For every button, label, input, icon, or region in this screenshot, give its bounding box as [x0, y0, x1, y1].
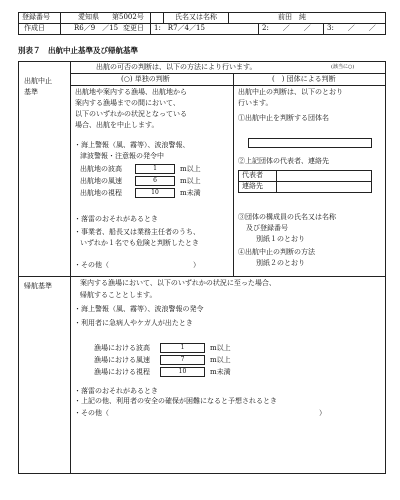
- left-bullet-warnings: ・海上警報（風、霧等）、波浪警報、: [74, 141, 190, 149]
- departure-visibility-unit: m未満: [180, 189, 201, 197]
- return-wind-label: 漁場における風速: [94, 356, 150, 364]
- method-attachment: 別紙２のとおり: [256, 259, 305, 267]
- left-para-line-1: 出航地や案内する漁場、出航地から: [75, 88, 187, 96]
- return-bullet-lightning: ・落雷のおそれがあるとき: [74, 387, 158, 395]
- departure-wind-unit: m以上: [180, 177, 201, 185]
- created-label: 作成日: [24, 24, 45, 32]
- return-para-line-1: 案内する漁場において、以下のいずれかの状況に至った場合、: [80, 279, 276, 287]
- return-visibility-unit: m未満: [210, 368, 231, 376]
- rep-label: 代表者: [242, 171, 263, 179]
- return-row-label: 帰航基準: [24, 282, 52, 290]
- departure-wave-value[interactable]: 1: [135, 164, 175, 174]
- group-judgment-header: ( ) 団体による判断: [272, 75, 336, 83]
- single-judgment-header: (○) 単独の判断: [121, 75, 170, 83]
- left-para-line-3: 以下のいずれかの状況となっている: [75, 110, 187, 118]
- left-para-line-4: 場合、出航を中止します。: [75, 121, 159, 129]
- name-value: 前田 純: [278, 13, 306, 21]
- departure-wave-label: 出航地の波高: [80, 165, 122, 173]
- return-wave-value[interactable]: 1: [160, 343, 205, 353]
- departure-wind-label: 出航地の風速: [80, 177, 122, 185]
- changed-label: 変更日: [123, 24, 144, 32]
- left-bullet-operator: ・事業者、船長又は業務主任者のうち、: [74, 228, 200, 236]
- members-prompt: ③団体の構成員の氏名又は名称: [238, 213, 336, 221]
- left-bullet-other: ・その他（ ）: [74, 261, 200, 269]
- change-date-3: 3: ／ ／: [327, 24, 376, 32]
- return-bullet-safety: ・上記の他、利用者の安全の確保が困難になると予想されるとき: [74, 397, 277, 405]
- contact-value-field[interactable]: [277, 182, 371, 192]
- reg-number-label: 登録番号: [22, 13, 50, 21]
- change-date-1: 1: R7／4／15: [154, 24, 205, 32]
- departure-wave-unit: m以上: [180, 165, 201, 173]
- table-title: 別表７ 出航中止基準及び帰航基準: [18, 46, 138, 55]
- group-name-prompt: ①出航中止を判断する団体名: [238, 114, 329, 122]
- left-bullet-lightning: ・落雷のおそれがあるとき: [74, 215, 158, 223]
- group-rep-prompt: ②上記団体の代表者、連絡先: [238, 157, 329, 165]
- right-para-line-1: 出航中止の判断は、以下のとおり: [238, 88, 343, 96]
- reg-prefecture: 愛知県: [78, 13, 99, 21]
- change-date-2: 2: ／ ／: [262, 24, 311, 32]
- return-visibility-value[interactable]: 10: [160, 367, 205, 377]
- return-wind-value[interactable]: 7: [160, 355, 205, 365]
- return-bullet-warnings: ・海上警報（風、霧等）、波浪警報の発令: [74, 305, 204, 313]
- departure-intro: 出航の可否の判断は、以下の方法により行います。: [96, 63, 257, 71]
- return-bullet-other: ・その他（ ）: [74, 409, 326, 417]
- right-para-line-2: 行います。: [238, 99, 273, 107]
- reg-number-value: 第5002号: [112, 13, 144, 21]
- departure-row-label: 出航中止: [24, 77, 52, 85]
- left-para-line-2: 案内する漁場までの間において、: [75, 99, 180, 107]
- method-prompt: ④出航中止の判断の方法: [238, 248, 315, 256]
- departure-visibility-label: 出航地の視程: [80, 189, 122, 197]
- members-attachment: 別紙１のとおり: [256, 235, 305, 243]
- departure-intro-note: (該当に○): [331, 64, 355, 70]
- rep-value-field[interactable]: [277, 171, 371, 180]
- return-wave-unit: m以上: [210, 344, 231, 352]
- departure-wind-value[interactable]: 6: [135, 176, 175, 186]
- departure-row-label-2: 基準: [24, 88, 38, 96]
- contact-label: 連絡先: [242, 182, 263, 190]
- group-name-field[interactable]: [248, 138, 372, 148]
- name-label: 氏名又は名称: [175, 13, 217, 21]
- left-bullet-operator-cont: いずれか１名でも危険と判断したとき: [80, 239, 199, 247]
- return-wind-unit: m以上: [210, 356, 231, 364]
- created-date: R6／9 ／15: [74, 24, 119, 32]
- return-wave-label: 漁場における波高: [94, 344, 150, 352]
- return-bullet-illness: ・利用者に急病人やケガ人が出たとき: [74, 319, 193, 327]
- return-visibility-label: 漁場における視程: [94, 368, 150, 376]
- return-para-line-2: 帰航することとします。: [80, 291, 157, 299]
- members-prompt-cont: 及び登録番号: [246, 224, 288, 232]
- left-bullet-warnings-cont: 津波警報・注意報の発令中: [80, 152, 164, 160]
- departure-visibility-value[interactable]: 10: [135, 188, 175, 198]
